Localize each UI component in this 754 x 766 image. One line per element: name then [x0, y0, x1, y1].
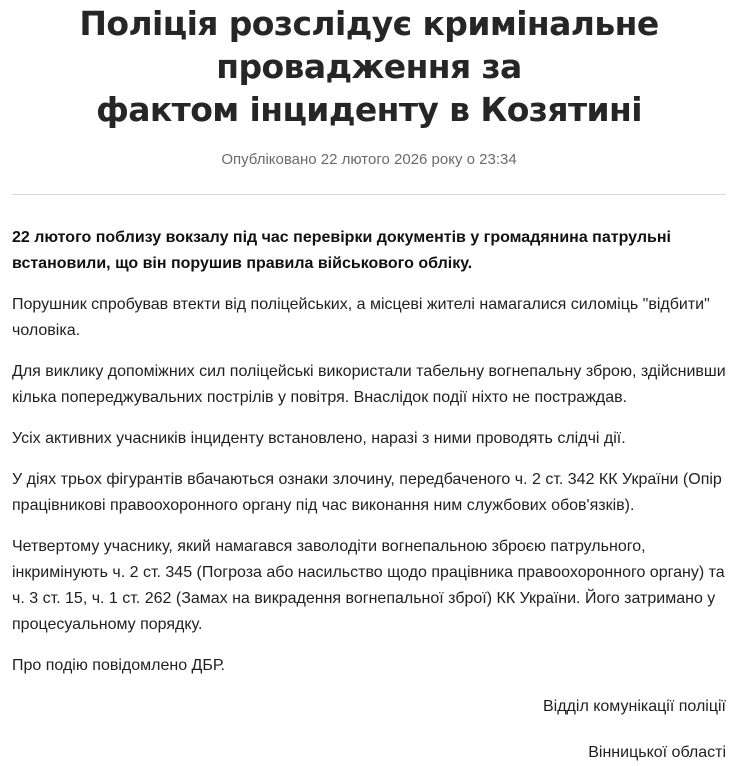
- paragraph-participants-identified: Усіх активних учасників інциденту встановлено, наразі з ними проводять слідчі дії.: [12, 430, 626, 447]
- article-title-line-2: фактом інциденту в Козятині: [96, 90, 642, 129]
- lead-paragraph: 22 лютого поблизу вокзалу під час перевірки документів у громадянина патрульні встановили, що він порушив правила військового обліку.: [12, 229, 671, 272]
- paragraph-fourth-participant: Четвертому учаснику, який намагався заволодіти вогнепальною зброєю патрульного, інкримінують ч. 2 ст. 345 (Погроза або насильство щодо працівника правоохоронного органу) та ч. 3 ст. 15, ч. 1 ст. 262 (Замах на викрадення вогнепальної зброї) КК України. Його затримано у процесуальному порядку.: [12, 538, 725, 633]
- article-title-line-1: Поліція розслідує кримінальне провадження за: [79, 4, 659, 86]
- paragraph-three-suspects: У діях трьох фігурантів вбачаються ознаки злочину, передбаченого ч. 2 ст. 342 КК України (Опір працівникові правоохоронного органу під час виконання ним службових обов'язків).: [12, 471, 722, 514]
- paragraph-warning-shots: Для виклику допоміжних сил поліцейські використали табельну вогнепальну зброю, здійснивши кілька попереджувальних пострілів у повітря. Внаслідок події ніхто не постраждав.: [12, 363, 726, 406]
- signature-region: Вінницької області: [588, 744, 726, 761]
- title-divider: [12, 194, 726, 195]
- paragraph-escape-attempt: Порушник спробував втекти від поліцейських, а місцеві жителі намагалися силоміць "відбити" чоловіка.: [12, 296, 710, 339]
- article-body: [12, 225, 726, 679]
- paragraph-dbr-notified: Про подію повідомлено ДБР.: [12, 657, 225, 674]
- signature-department: Відділ комунікації поліції: [542, 698, 726, 715]
- publish-date: Опубліковано 22 лютого 2026 року о 23:34: [221, 151, 517, 168]
- article-title: [12, 0, 726, 131]
